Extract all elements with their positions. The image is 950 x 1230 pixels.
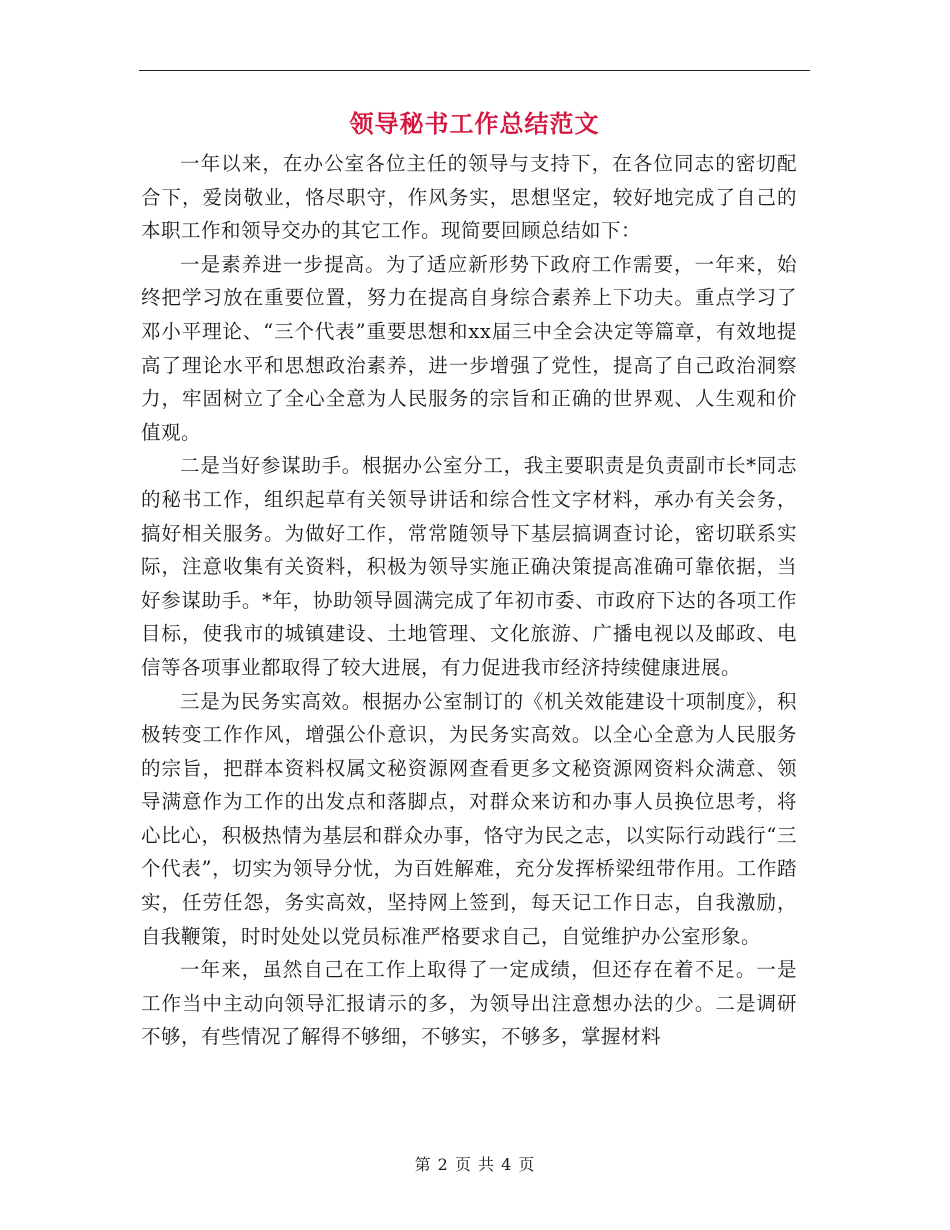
document-title: 领导秘书工作总结范文: [349, 109, 600, 138]
paragraph-intro: 一年以来，在办公室各位主任的领导与支持下，在各位同志的密切配合下，爱岗敬业，恪尽职守，作风务实，思想坚定，较好地完成了自己的本职工作和领导交办的其它工作。现简要回顾总结如下：: [141, 152, 797, 243]
page-footer: 第 2 页 共 4 页: [414, 1155, 536, 1174]
paragraph-service: 三是为民务实高效。根据办公室制订的《机关效能建设十项制度》，积极转变工作作风，增强公仆意识，为民务实高效。以全心全意为人民服务的宗旨，把群本资料权属文秘资源网查看更多文秘资源网资料众满意、领导满意作为工作的出发点和落脚点，对群众来访和办事人员换位思考，将心比心，积极热情为基层和群众办事，恪守为民之志，以实际行动践行“三个代表”，切实为领导分忧，为百姓解难，充分发挥桥梁纽带作用。工作踏实，任劳任怨，务实高效，坚持网上签到，每天记工作日志，自我激励，自我鞭策，时时处处以党员标准严格要求自己，自觉维护办公室形象。: [141, 689, 797, 948]
paragraph-assistant: 二是当好参谋助手。根据办公室分工，我主要职责是负责副市长*同志的秘书工作，组织起草有关领导讲话和综合性文字材料，承办有关会务，搞好相关服务。为做好工作，常常随领导下基层搞调查讨论，密切联系实际，注意收集有关资料，积极为领导实施正确决策提高准确可靠依据，当好参谋助手。*年，协助领导圆满完成了年初市委、市政府下达的各项工作目标，使我市的城镇建设、土地管理、文化旅游、广播电视以及邮政、电信等各项事业都取得了较大进展，有力促进我市经济持续健康进展。: [141, 454, 797, 679]
paragraph-study: 一是素养进一步提高。为了适应新形势下政府工作需要，一年来，始终把学习放在重要位置，努力在提高自身综合素养上下功夫。重点学习了邓小平理论、“三个代表”重要思想和xx届三中全会决定等篇章，有效地提高了理论水平和思想政治素养，进一步增强了党性，提高了自己政治洞察力，牢固树立了全心全意为人民服务的宗旨和正确的世界观、人生观和价值观。: [141, 252, 797, 444]
header-rule: [139, 70, 810, 71]
document-body: [141, 147, 797, 1054]
paragraph-shortcomings: 一年来，虽然自己在工作上取得了一定成绩，但还存在着不足。一是工作当中主动向领导汇报请示的多，为领导出注意想办法的少。二是调研不够，有些情况了解得不够细，不够实，不够多，掌握材料: [141, 958, 797, 1049]
